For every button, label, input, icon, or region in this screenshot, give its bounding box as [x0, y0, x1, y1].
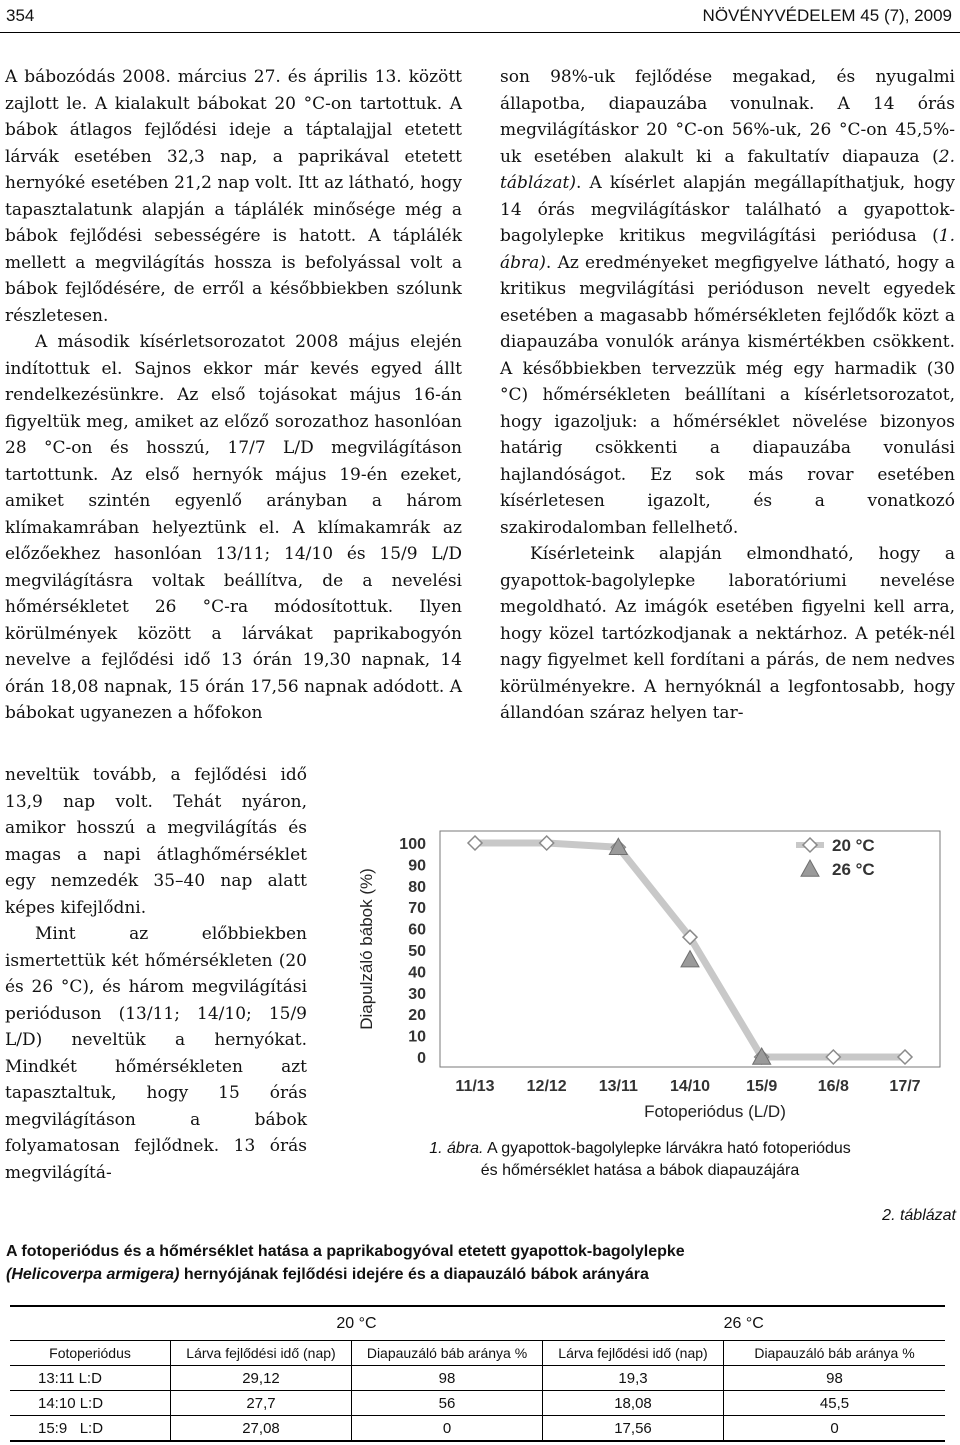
- table-header-cell: Diapauzáló báb aránya %: [724, 1341, 946, 1366]
- y-tick-label: 80: [408, 878, 426, 896]
- table-group-20c: 20 °C: [171, 1306, 543, 1341]
- table-cell: 27,08: [171, 1416, 352, 1442]
- right-p1-b: . A kísérlet alapján megállapíthatjuk, hogy 14 órás megvilágításkor található a gyapottok-bagolylepke kritikus megvilágítási periódusa (: [500, 173, 955, 246]
- y-tick-label: 30: [408, 985, 426, 1003]
- legend-label: 26 °C: [832, 860, 875, 879]
- table-header-cell: Lárva fejlődési idő (nap): [543, 1341, 724, 1366]
- table-cell: 98: [352, 1366, 543, 1391]
- y-tick-label: 70: [408, 900, 426, 918]
- table-cell: 45,5: [724, 1391, 946, 1416]
- header-rule: [0, 32, 960, 33]
- table-title-species: (Helicoverpa armigera): [6, 1266, 180, 1283]
- table-cell: 27,7: [171, 1391, 352, 1416]
- y-tick-label: 0: [417, 1050, 426, 1067]
- table-header-row: [10, 1341, 945, 1366]
- table-header-cell: Diapauzáló báb aránya %: [352, 1341, 543, 1366]
- table-group-26c: 26 °C: [543, 1306, 946, 1341]
- legend-label: 20 °C: [832, 836, 875, 855]
- table-row: [10, 1416, 945, 1442]
- table-label: 2. táblázat: [882, 1207, 956, 1224]
- left-column-narrow: [5, 762, 307, 1186]
- figure-caption: [360, 1138, 920, 1182]
- table-title-line2: hernyójának fejlődési idejére és a diapauzáló bábok arányára: [179, 1266, 649, 1283]
- y-tick-label: 100: [399, 836, 426, 853]
- page-header: [0, 0, 960, 40]
- right-p1-a: son 98%-uk fejlődése megakad, és nyugalmi állapotba, diapauzába vonulnak. A 14 órás megvilágításkor 20 °C-on 56%-uk, 26 °C-on 45,5%-uk esetében alakult ki a fakultatív diapauza (: [500, 67, 955, 167]
- x-tick-label: 11/13: [455, 1078, 495, 1095]
- x-axis-label: Fotoperiódus (L/D): [644, 1102, 786, 1121]
- table-cell: 98: [724, 1366, 946, 1391]
- line-chart: [330, 815, 950, 1135]
- right-paragraph-2: Kísérleteink alapján elmondható, hogy a gyapottok-bagolylepke laboratóriumi nevelése megoldható. Az imágók esetében figyelni kell arra, hogy közel tartózkodjanak a nektárhoz. A peték-nél nagy figyelmet kell fordítani a párás, de nem nedves körülményekre. A hernyóknál a legfontosabb, hogy állandóan száraz helyen tar-: [500, 544, 955, 723]
- y-tick-label: 40: [408, 964, 426, 982]
- figure-caption-label: 1. ábra.: [429, 1140, 484, 1157]
- table-cell: 15:9 L:D: [10, 1416, 171, 1442]
- left-paragraph-2: A második kísérletsorozatot 2008 május elején indítottuk el. Sajnos ekkor már kevés egyed állt rendelkezésünkre. Az első tojásokat május 16-án figyeltük meg, amiket az előző sorozathoz hasonlóan 28 °C-on és hosszú, 17/7 L/D megvilágításon tartottunk. Az első hernyók május 19-én ezeket, amiket szintén egyenlő arányban a három klímakamrában helyeztünk el. A klímakamrák az előzőekhez hasonlóan 13/11; 14/10 és 15/9 L/D megvilágításra voltak beállítva, de a nevelési hőmérsékletet 26 °C-ra módosítottuk. Ilyen körülmények között a lárvákat paprikabogyón nevelve a fejlődési idő 13 órán 19,30 napnak, 14 órán 18,08 napnak, 15 órán 17,56 napnak adódott. A bábokat ugyanezen a hőfokon: [5, 332, 462, 723]
- right-column: [500, 64, 955, 727]
- table-cell: 14:10 L:D: [10, 1391, 171, 1416]
- x-tick-label: 16/8: [817, 1078, 849, 1095]
- table-cell: 0: [352, 1416, 543, 1442]
- table-header-cell: Fotoperiódus: [10, 1341, 171, 1366]
- table-cell: 56: [352, 1391, 543, 1416]
- table-title-line1: A fotoperiódus és a hőmérséklet hatása a paprikabogyóval etetett gyapottok-bagolylepke: [6, 1243, 685, 1260]
- y-tick-label: 20: [408, 1007, 426, 1025]
- left-column: [5, 64, 462, 727]
- table-cell: 18,08: [543, 1391, 724, 1416]
- table-row: [10, 1366, 945, 1391]
- table-group-header-row: [10, 1306, 945, 1341]
- x-tick-label: 14/10: [669, 1078, 711, 1095]
- y-tick-label: 10: [408, 1028, 426, 1046]
- right-paragraph-1: [500, 64, 955, 541]
- figure-caption-line2: és hőmérséklet hatása a bábok diapauzájára: [480, 1162, 800, 1179]
- left-paragraph-1: A bábozódás 2008. március 27. és április 13. között zajlott le. A kialakult bábokat 20 °C-on tartottuk. A bábok átlagos fejlődési ideje a táptalajjal etetett lárvák esetében 32,3 nap, a paprikával etetett hernyóké esetében 21,2 nap volt. Itt az látható, hogy tapasztalatunk alapján a táplálék minősége még a bábok fejlődési sebességére is hatott. A táplálék mellett a megvilágítás hossza is befolyással volt a bábok fejlődésére, de erről a későbbiekben szólunk részletesen.: [5, 67, 462, 326]
- right-p1-c: . Az eredményeket megfigyelve látható, hogy a kritikus megvilágítási perióduson nevelt egyedek esetében a magasabb hőmérsékleten fejlődők közt a diapauzába vonulók aránya kismértékben csökkent. A későbbiekben tervezzük még egy harmadik (30 °C) hőmérsékleten beállítani a kísérletsorozatot, hogy igazoljuk: a hőmérséklet növelése bizonyos határig csökkenti a diapauzába vonulási hajlandóságot. Ez sok más rovar esetében kísérletesen igazolt, és a vonatkozó szakirodalomban fellelhető.: [500, 252, 955, 538]
- figure-caption-line1: A gyapottok-bagolylepke lárvákra ható fotoperiódus: [487, 1140, 851, 1157]
- x-tick-label: 17/7: [889, 1078, 921, 1095]
- y-axis-label: Diapulzáló bábok (%): [357, 868, 376, 1030]
- table-cell: 29,12: [171, 1366, 352, 1391]
- x-tick-label: 12/12: [526, 1078, 567, 1095]
- table-row: [10, 1391, 945, 1416]
- table-header-cell: Lárva fejlődési idő (nap): [171, 1341, 352, 1366]
- table-cell: 0: [724, 1416, 946, 1442]
- x-tick-label: 15/9: [746, 1078, 778, 1095]
- y-tick-label: 60: [408, 921, 426, 939]
- y-tick-label: 90: [408, 857, 426, 875]
- table-cell: 17,56: [543, 1416, 724, 1442]
- x-tick-label: 13/11: [598, 1078, 638, 1095]
- table-corner-cell: [10, 1306, 171, 1341]
- y-tick-label: 50: [408, 943, 426, 960]
- table-cell: 13:11 L:D: [10, 1366, 171, 1391]
- data-table: [10, 1305, 945, 1442]
- table-title: [6, 1240, 946, 1286]
- page-number: 354: [6, 6, 35, 25]
- figure-reference: 1. ábra): [500, 226, 955, 273]
- table-reference: 2. táblázat): [500, 146, 955, 193]
- figure-chart: [330, 815, 950, 1135]
- left-paragraph-2-cont: neveltük tovább, a fejlődési idő 13,9 nap volt. Tehát nyáron, amikor hosszú a megvilágítás és magas a napi átlaghőmérséklet egy nemzedék 35–40 nap alatt képes kifejlődni.: [5, 765, 307, 918]
- left-paragraph-3: Mint az előbbiekben ismertettük két hőmérsékleten (20 és 26 °C), és három megvilágítási perióduson (13/11; 14/10; 15/9 L/D) neveltük a hernyókat. Mindkét hőmérsékleten azt tapasztaltuk, hogy 15 órás megvilágításon a bábok folyamatosan fejlődnek. 13 órás megvilágítá-: [5, 924, 307, 1183]
- journal-name: NÖVÉNYVÉDELEM 45 (7), 2009: [702, 6, 952, 25]
- table-cell: 19,3: [543, 1366, 724, 1391]
